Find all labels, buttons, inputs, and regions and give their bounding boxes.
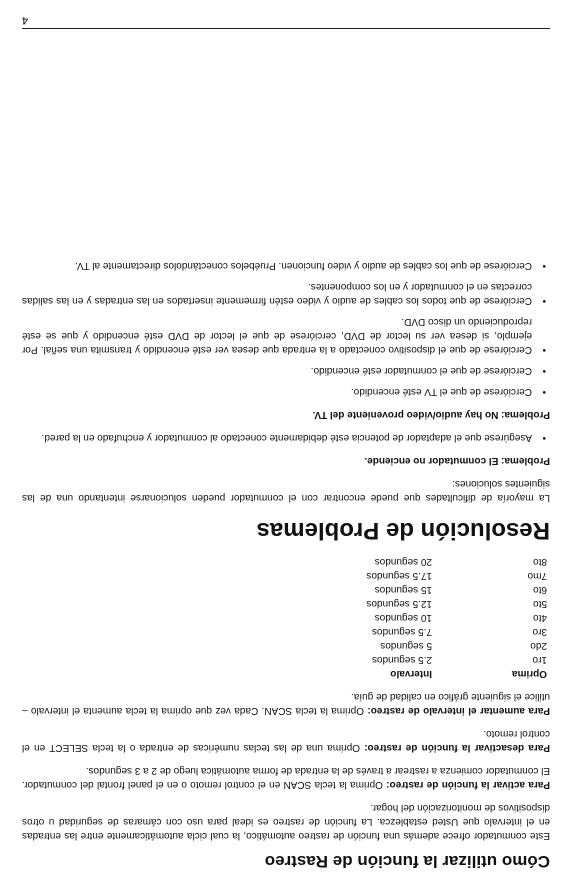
table-cell-interval: 20 segundos (374, 556, 432, 567)
table-cell-interval: 15 segundos (374, 584, 432, 595)
list-item: • Asegúrese que el adaptador de potencia esté debidamente conectado al conmutador y enchufado en la pared. (22, 430, 550, 444)
scan-interval-table (217, 554, 547, 680)
list-item: • Cerciórese de que el conmutador esté encendido. (22, 363, 550, 377)
problem2-heading (22, 407, 550, 421)
table-row (217, 568, 547, 582)
problem2-heading-text: Problema: No hay audio/video proveniente del TV. (312, 409, 550, 420)
table-cell-interval: 5 segundos (380, 640, 432, 651)
table-cell-press: 7mo (527, 570, 547, 581)
scan-increase-label: Para aumentar el intervalo de rastreo: (367, 705, 550, 716)
table-cell-press: 8to (533, 556, 547, 567)
scan-intro-paragraph: Este conmutador ofrece además una función de rastreo automático, la cual cicla automáticamente entre las entradas en el intervalo que Usted establezca. La función de rastreo es ideal para uso con cámaras de seguridad u otros dispositivos de monitorización del hogar. (22, 802, 550, 841)
table-cell-interval: 10 segundos (374, 612, 432, 623)
table-row (217, 652, 547, 666)
table-row (217, 554, 547, 568)
scan-activate-label: Para activar la función de rastreo: (386, 779, 550, 790)
table-row (217, 596, 547, 610)
problem1-heading (22, 453, 550, 467)
footer-rule (22, 28, 550, 29)
table-cell-press: 3ro (532, 626, 547, 637)
page-number: 4 (22, 14, 29, 26)
scan-activate-paragraph (22, 763, 550, 791)
scan-increase-paragraph (22, 689, 550, 717)
table-cell-press: 2do (530, 640, 547, 651)
scan-activate-text: Oprima la tecla SCAN en el control remoto o en el panel frontal del conmutador. El conmutador comienza a rastrear a través de la entrada de forma automática luego de 2 a 3 segundos. (22, 765, 550, 790)
table-cell-press: 1ro (532, 654, 547, 665)
table-row (217, 610, 547, 624)
table-cell-press: 6to (533, 584, 547, 595)
scan-section-title: Cómo utilizar la función de Rastreo (264, 852, 550, 871)
table-cell-interval: 7.5 segundos (371, 626, 432, 637)
scan-deactivate-paragraph (22, 726, 550, 754)
table-cell-interval: 17.5 segundos (366, 570, 432, 581)
problem1-heading-text: Problema: El conmutador no enciende. (364, 455, 550, 466)
table-cell-interval: 2.5 segundos (371, 654, 432, 665)
list-item: • Cerciórese de que el TV esté encendido. (22, 384, 550, 398)
table-cell-press: 5to (533, 598, 547, 609)
list-item: • Cerciórese de que el dispositivo conectado a la entrada que desea ver esté encendido y transmita una señal. Por ejemplo, si desea ver su lector de DVD, cerciórese de que el lector de DVD esté encendido y que se esté reproduciendo un disco DVD. (22, 314, 550, 356)
table-header-press: Oprima (511, 668, 547, 679)
scan-increase-text: Oprima la tecla SCAN. Cada vez que oprima la tecla aumenta el intervalo – utilice el siguiente gráfico en calidad de guía. (22, 691, 550, 716)
troubleshooting-title: Resolución de Problemas (256, 517, 550, 544)
table-cell-press: 4to (533, 612, 547, 623)
document-body (22, 249, 550, 871)
list-item: • Cerciórese de que los cables de audio y video funcionen. Pruébelos conectándolos directamente al TV. (22, 258, 550, 272)
scan-deactivate-label: Para desactivar la función de rastreo: (364, 742, 550, 753)
table-row (217, 624, 547, 638)
table-header-row (217, 666, 547, 680)
table-cell-interval: 12.5 segundos (366, 598, 432, 609)
problem1-list (22, 430, 550, 444)
table-row (217, 638, 547, 652)
page-footer (0, 5, 573, 35)
table-header-interval: Intervalo (390, 668, 432, 679)
scan-deactivate-text: Oprima una de las teclas numéricas de entrada o la tecla SELECT en el control remoto. (21, 728, 550, 753)
troubleshooting-intro: La mayoría de dificultades que puede encontrar con el conmutador pueden solucionarse intentando una de las siguientes soluciones: (22, 478, 550, 503)
problem2-list (22, 258, 550, 398)
table-row (217, 582, 547, 596)
list-item: • Cerciórese de que todos los cables de audio y video estén firmemente insertados en las entradas y en las salidas correctas en el conmutador y en los componentes. (22, 279, 550, 307)
